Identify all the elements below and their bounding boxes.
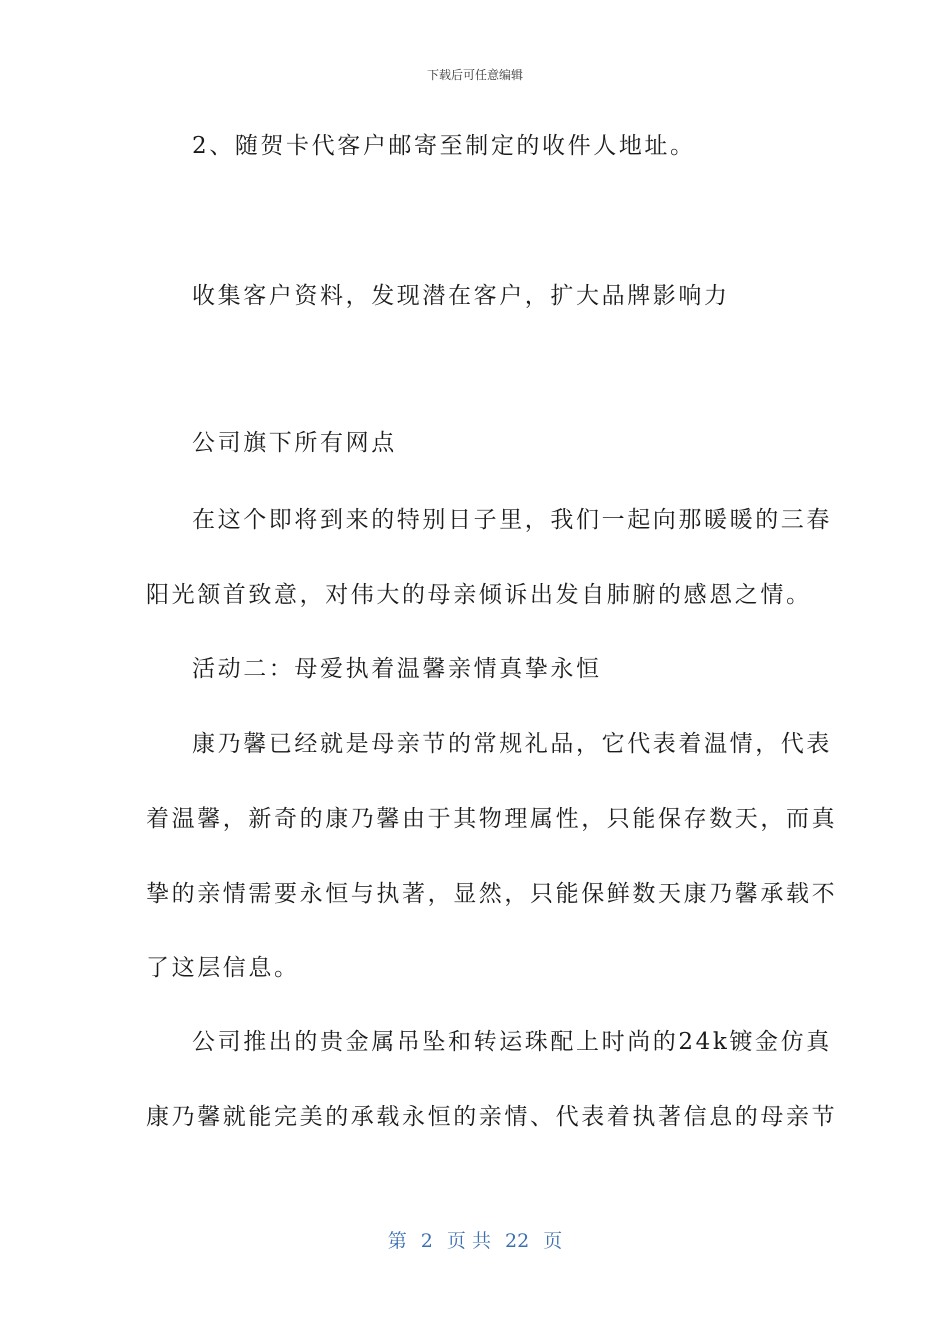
- text-line-10: 了这层信息。: [146, 955, 300, 981]
- footer-total-pages: 22: [505, 1230, 530, 1252]
- text-line-9: 挚的亲情需要永恒与执著，显然，只能保鲜数天康乃馨承载不: [146, 881, 838, 907]
- text-line-6: 活动二：母爱执着温馨亲情真挚永恒: [192, 656, 602, 682]
- footer-prefix: 第: [387, 1230, 407, 1252]
- text-line-2: 收集客户资料，发现潜在客户，扩大品牌影响力: [192, 283, 730, 309]
- text-line-1: 2、随贺卡代客户邮寄至制定的收件人地址。: [192, 133, 696, 159]
- text-line-11: 公司推出的贵金属吊坠和转运珠配上时尚的24k镀金仿真: [192, 1029, 832, 1055]
- text-line-12: 康乃馨就能完美的承载永恒的亲情、代表着执著信息的母亲节: [146, 1104, 838, 1130]
- footer-mid: 页 共: [446, 1230, 491, 1252]
- footer-current-page: 2: [420, 1230, 433, 1252]
- text-line-4: 在这个即将到来的特别日子里，我们一起向那暖暖的三春: [192, 507, 832, 533]
- page-header-note: 下载后可任意编辑: [426, 68, 523, 82]
- text-line-8: 着温馨，新奇的康乃馨由于其物理属性，只能保存数天，而真: [146, 806, 838, 832]
- text-line-5: 阳光颔首致意，对伟大的母亲倾诉出发自肺腑的感恩之情。: [146, 582, 812, 608]
- page-footer: [0, 1226, 950, 1253]
- footer-suffix: 页: [543, 1230, 563, 1252]
- text-line-7: 康乃馨已经就是母亲节的常规礼品，它代表着温情，代表: [192, 731, 832, 757]
- text-line-3: 公司旗下所有网点: [192, 430, 397, 456]
